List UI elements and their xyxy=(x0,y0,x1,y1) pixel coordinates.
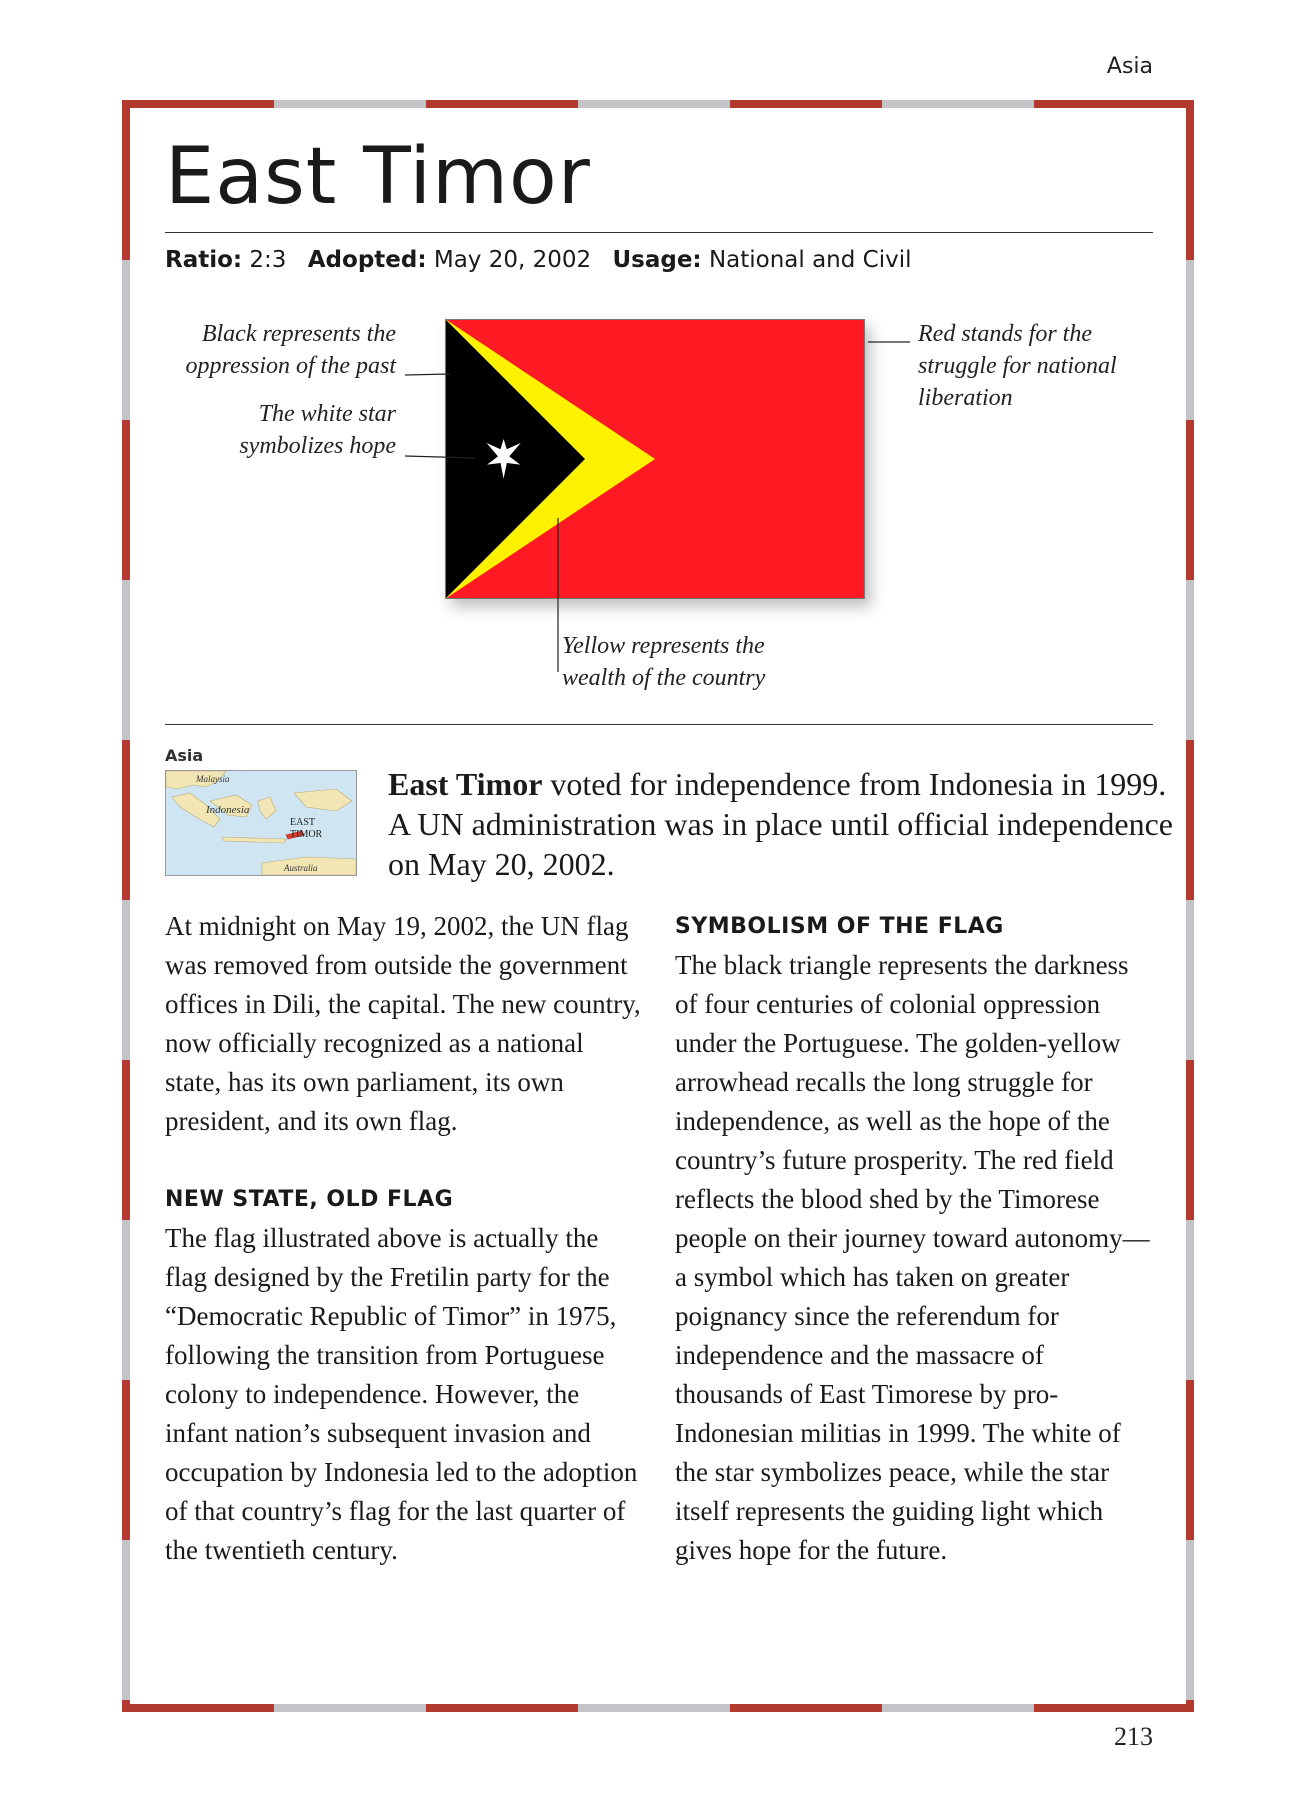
subheading-symbolism: SYMBOLISM OF THE FLAG xyxy=(675,914,1004,939)
running-head: Asia xyxy=(1106,54,1153,79)
map-label: TIMOR xyxy=(290,829,323,840)
callout-red-line: struggle for national xyxy=(918,353,1117,379)
frame-border-top xyxy=(122,100,1194,108)
callout-red-line: Red stands for the xyxy=(918,321,1092,347)
page-title: East Timor xyxy=(165,132,591,222)
usage-label: Usage: xyxy=(612,247,702,273)
ratio-value: 2:3 xyxy=(249,247,287,273)
east-timor-flag xyxy=(445,319,865,599)
body-paragraph: The flag illustrated above is actually the flag designed by the Fretilin party for the “Democratic Republic of Timor” in 1975, following the transition from Portuguese colony to independence. However, the infant nation’s subsequent invasion and occupation by Indonesia led to the adoption of that country’s flag for the last quarter of the twentieth century. xyxy=(165,1223,638,1565)
intro-text: voted for independence from Indonesia in 1999. A UN administration was in place until official independence on May 20, 2002. xyxy=(388,766,1173,882)
callout-black-line: oppression of the past xyxy=(185,353,396,379)
title-rule xyxy=(165,232,1153,233)
locator-map xyxy=(165,770,357,876)
frame-border-bottom xyxy=(122,1704,1194,1712)
page-number: 213 xyxy=(1114,1722,1153,1751)
map-label: Indonesia xyxy=(206,804,250,816)
ratio-label: Ratio: xyxy=(165,247,243,273)
callout-black xyxy=(136,318,396,382)
body-paragraph: The black triangle represents the darkness of four centuries of colonial oppression under the Portuguese. The golden-yellow arrowhead recalls the long struggle for independence, as well as the hope of the country’s future prosperity. The red field reflects the blood shed by the Timorese people on their journey toward autonomy—a symbol which has taken on greater poignancy since the referendum for independence and the massacre of thousands of East Timorese by pro-Indonesian militias in 1999. The white of the star symbolizes peace, while the star itself represents the guiding light which gives hope for the future. xyxy=(675,950,1150,1565)
callout-black-line: Black represents the xyxy=(201,321,396,347)
callout-red-line: liberation xyxy=(918,385,1013,411)
body-paragraph: At midnight on May 19, 2002, the UN flag was removed from outside the government offices in Dili, the capital. The new country, now officially recognized as a national state, has its own parliament, its own president, and its own flag. xyxy=(165,911,641,1136)
subheading-new-state: NEW STATE, OLD FLAG xyxy=(165,1187,454,1212)
adopted-value: May 20, 2002 xyxy=(433,247,592,273)
callout-star-line: The white star xyxy=(258,401,396,427)
body-column-left xyxy=(165,907,645,1570)
map-label: Malaysia xyxy=(196,774,230,784)
callout-yellow xyxy=(562,630,822,694)
callout-yellow-line: wealth of the country xyxy=(562,665,766,691)
frame-border-right xyxy=(1186,100,1194,1712)
map-label: EAST xyxy=(290,817,315,828)
callout-yellow-line: Yellow represents the xyxy=(562,633,765,659)
flag-meta-line xyxy=(165,247,912,273)
frame-border-left xyxy=(122,100,130,1712)
callout-star xyxy=(136,398,396,462)
usage-value: National and Civil xyxy=(708,247,912,273)
section-rule xyxy=(165,724,1153,725)
map-label: Australia xyxy=(284,863,318,873)
intro-paragraph xyxy=(388,764,1178,884)
intro-lead: East Timor xyxy=(388,766,543,802)
callout-star-line: symbolizes hope xyxy=(239,433,396,459)
callout-red xyxy=(918,318,1178,414)
body-column-right xyxy=(675,907,1155,1570)
map-region-label: Asia xyxy=(165,746,204,765)
adopted-label: Adopted: xyxy=(307,247,427,273)
